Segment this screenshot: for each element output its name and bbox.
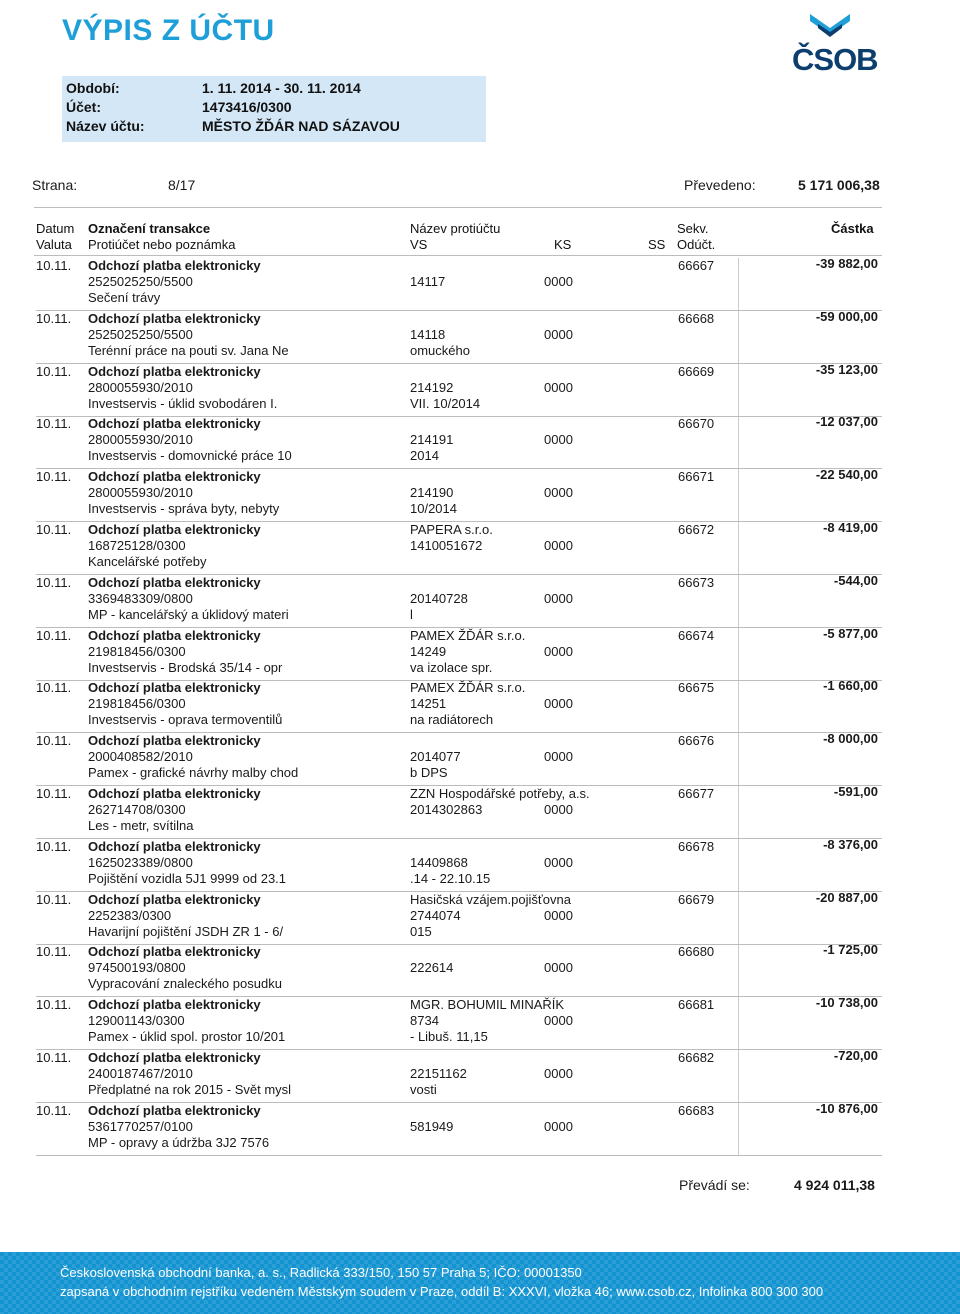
account-name-label: Název účtu: (66, 118, 145, 134)
page-label: Strana: (32, 177, 78, 193)
page-number: 8/17 (168, 177, 196, 193)
col-header-valuta: Valuta (36, 237, 72, 252)
counter-account: 974500193/0800 (88, 960, 186, 976)
counter-account: 2000408582/2010 (88, 749, 193, 765)
constant-symbol: 0000 (544, 590, 573, 606)
constant-symbol: 0000 (544, 907, 573, 923)
transaction-type: Odchozí platba elektronicky (88, 522, 261, 537)
transaction-note: Pamex - grafické návrhy malby chod (88, 765, 299, 781)
variable-symbol: 581949 (410, 1118, 454, 1134)
logo-mark-icon (788, 12, 888, 46)
transaction-type: Odchozí platba elektronicky (88, 786, 261, 801)
col-header-vs: VS (410, 237, 428, 252)
transaction-date: 10.11. (36, 786, 72, 801)
table-row (36, 572, 882, 628)
col-header-datum: Datum (36, 221, 75, 236)
transaction-amount: -22 540,00 (815, 467, 878, 483)
transaction-type: Odchozí platba elektronicky (88, 627, 261, 643)
table-row (36, 889, 882, 945)
variable-symbol: 222614 (410, 960, 454, 976)
counter-account-name: ZZN Hospodářské potřeby, a.s. (410, 786, 590, 801)
transaction-date: 10.11. (36, 1102, 72, 1118)
col-header-oducet: Odúčt. (677, 237, 716, 252)
counter-account: 129001143/0300 (88, 1013, 185, 1029)
table-row (36, 786, 882, 839)
transaction-date: 10.11. (36, 944, 72, 960)
note-continuation: omuckého (410, 342, 470, 358)
transaction-note: MP - kancelářský a úklidový materi (88, 606, 289, 622)
transaction-note: Sečení trávy (88, 290, 161, 305)
sequence-number: 66683 (678, 1102, 715, 1118)
transaction-date: 10.11. (36, 891, 72, 907)
table-row (36, 469, 882, 522)
counter-account: 2252383/0300 (88, 907, 172, 923)
transaction-note: Investservis - úklid svobodáren I. (88, 395, 278, 411)
transaction-amount: -544,00 (833, 572, 878, 588)
transaction-amount: -20 887,00 (815, 889, 878, 905)
transaction-type: Odchozí platba elektronicky (88, 469, 261, 485)
table-row (36, 836, 882, 892)
transaction-amount: -8 419,00 (823, 520, 878, 535)
counter-account: 1625023389/0800 (88, 854, 193, 870)
note-continuation: 10/2014 (410, 501, 457, 517)
transaction-note: Kancelářské potřeby (88, 554, 207, 569)
constant-symbol: 0000 (544, 854, 573, 870)
transaction-date: 10.11. (36, 997, 72, 1013)
transaction-type: Odchozí platba elektronicky (88, 838, 261, 854)
constant-symbol: 0000 (544, 696, 573, 712)
variable-symbol: 2744074 (410, 907, 461, 923)
transaction-type: Odchozí platba elektronicky (88, 416, 261, 432)
constant-symbol: 0000 (544, 538, 573, 553)
note-continuation: - Libuš. 11,15 (410, 1029, 488, 1045)
note-continuation: .14 - 22.10.15 (410, 870, 491, 886)
transaction-type: Odchozí platba elektronicky (88, 310, 261, 326)
constant-symbol: 0000 (544, 1013, 573, 1029)
table-row (36, 680, 882, 733)
sequence-number: 66677 (678, 786, 715, 801)
table-row (36, 625, 882, 681)
account-label: Účet: (66, 99, 102, 115)
col-header-protiucet: Protiúčet nebo poznámka (88, 237, 236, 252)
counter-account-name: MGR. BOHUMIL MINAŘÍK (410, 997, 565, 1013)
note-continuation: b DPS (410, 765, 448, 781)
transaction-note: Investservis - domovnické práce 10 (88, 448, 292, 464)
transaction-date: 10.11. (36, 574, 72, 590)
sequence-number: 66675 (678, 680, 715, 696)
col-header-sekv: Sekv. (677, 221, 709, 236)
counter-account: 5361770257/0100 (88, 1118, 193, 1134)
transaction-amount: -1 725,00 (823, 942, 878, 958)
note-continuation: va izolace spr. (410, 659, 493, 675)
variable-symbol: 214190 (410, 485, 454, 501)
sequence-number: 66672 (678, 522, 715, 537)
bank-footer (0, 1252, 960, 1314)
transaction-note: Pamex - úklid spol. prostor 10/201 (88, 1029, 286, 1045)
transaction-amount: -12 037,00 (815, 414, 878, 430)
transaction-type: Odchozí platba elektronicky (88, 997, 261, 1013)
transaction-type: Odchozí platba elektronicky (88, 891, 261, 907)
col-header-ss: SS (648, 237, 666, 252)
transaction-note: Investservis - Brodská 35/14 - opr (88, 659, 283, 675)
sequence-number: 66671 (678, 469, 715, 485)
transaction-amount: -39 882,00 (815, 256, 878, 271)
header-bottom-divider (34, 255, 882, 256)
variable-symbol: 14118 (410, 326, 446, 342)
table-row (36, 258, 882, 311)
carried-forward-value: 5 171 006,38 (798, 177, 880, 193)
counter-account: 2400187467/2010 (88, 1066, 193, 1081)
constant-symbol: 0000 (544, 960, 573, 976)
variable-symbol: 14117 (410, 274, 446, 289)
note-continuation: l (410, 606, 413, 622)
sequence-number: 66678 (678, 838, 715, 854)
sequence-number: 66670 (678, 416, 715, 432)
transaction-note: Vypracování znaleckého posudku (88, 976, 282, 992)
counter-account: 2525025250/5500 (88, 326, 193, 342)
transaction-type: Odchozí platba elektronicky (88, 944, 261, 960)
variable-symbol: 214192 (410, 379, 454, 395)
account-value: 1473416/0300 (202, 99, 292, 115)
constant-symbol: 0000 (544, 485, 573, 501)
counter-account-name: PAPERA s.r.o. (410, 522, 493, 537)
transaction-amount: -8 376,00 (823, 836, 878, 852)
transaction-note: Pojištění vozidla 5J1 9999 od 23.1 (88, 870, 287, 886)
transaction-date: 10.11. (36, 363, 72, 379)
transaction-note: Investservis - správa byty, nebyty (88, 501, 280, 517)
sequence-number: 66676 (678, 733, 715, 749)
counter-account: 219818456/0300 (88, 643, 186, 659)
counter-account: 219818456/0300 (88, 696, 186, 712)
table-row (36, 522, 882, 575)
constant-symbol: 0000 (544, 326, 573, 342)
sequence-number: 66682 (678, 1050, 715, 1065)
variable-symbol: 20140728 (410, 590, 468, 606)
col-header-castka: Částka (831, 221, 874, 236)
transaction-note: Les - metr, svítilna (88, 818, 194, 833)
counter-account: 2800055930/2010 (88, 432, 193, 448)
counter-account-name: Hasičská vzájem.pojišťovna (410, 891, 571, 907)
table-row (36, 1050, 882, 1103)
logo-wordmark: ČSOB (792, 42, 878, 77)
variable-symbol: 14251 (410, 696, 447, 712)
col-header-nazev: Název protiúčtu (410, 221, 501, 236)
variable-symbol: 2014077 (410, 749, 461, 765)
table-row (36, 361, 882, 417)
transaction-type: Odchozí platba elektronicky (88, 733, 261, 749)
sequence-number: 66669 (678, 363, 715, 379)
transaction-type: Odchozí platba elektronicky (88, 1050, 261, 1065)
sequence-number: 66668 (678, 310, 715, 326)
transaction-amount: -10 738,00 (815, 995, 878, 1011)
counter-account: 168725128/0300 (88, 538, 186, 553)
transaction-amount: -59 000,00 (815, 308, 878, 324)
counter-account: 2525025250/5500 (88, 274, 193, 289)
note-continuation: 2014 (410, 448, 439, 464)
transaction-date: 10.11. (36, 469, 72, 485)
variable-symbol: 14249 (410, 643, 447, 659)
constant-symbol: 0000 (544, 749, 573, 765)
transaction-note: Terénní práce na pouti sv. Jana Ne (88, 342, 289, 358)
transaction-amount: -10 876,00 (815, 1100, 878, 1116)
transfer-label: Převádí se: (679, 1177, 750, 1193)
transaction-date: 10.11. (36, 627, 72, 643)
counter-account: 2800055930/2010 (88, 485, 193, 501)
note-continuation: 015 (410, 923, 432, 939)
counter-account-name: PAMEX ŽĎÁR s.r.o. (410, 680, 526, 696)
table-row (36, 1100, 882, 1156)
table-row (36, 733, 882, 786)
footer-address: Československá obchodní banka, a. s., Radlická 333/150, 150 57 Praha 5; IČO: 00001350 (60, 1265, 582, 1280)
sequence-number: 66679 (678, 891, 715, 907)
sequence-number: 66667 (678, 258, 715, 273)
col-header-ks: KS (554, 237, 572, 252)
constant-symbol: 0000 (544, 1118, 573, 1134)
transaction-amount: -1 660,00 (823, 678, 878, 694)
constant-symbol: 0000 (544, 1066, 573, 1081)
table-row (36, 416, 882, 469)
table-row (36, 308, 882, 364)
csob-logo (788, 12, 888, 78)
account-row (66, 99, 486, 118)
variable-symbol: 2014302863 (410, 802, 483, 817)
account-name-row (66, 118, 486, 137)
sequence-number: 66674 (678, 627, 715, 643)
carried-forward-label: Převedeno: (684, 177, 756, 193)
transaction-amount: -35 123,00 (815, 361, 878, 377)
table-row (36, 997, 882, 1050)
transaction-date: 10.11. (36, 838, 72, 854)
transaction-amount: -591,00 (833, 784, 878, 799)
transaction-note: Předplatné na rok 2015 - Svět mysl (88, 1082, 292, 1097)
constant-symbol: 0000 (544, 643, 573, 659)
constant-symbol: 0000 (544, 802, 573, 817)
sequence-number: 66673 (678, 574, 715, 590)
counter-account-name: PAMEX ŽĎÁR s.r.o. (410, 627, 526, 643)
header-top-divider (34, 207, 882, 208)
transaction-date: 10.11. (36, 1050, 72, 1065)
note-continuation: vosti (410, 1082, 437, 1097)
footer-registration: zapsaná v obchodním rejstříku vedeném Městským soudem v Praze, oddíl B: XXXVI, vložka 46; www.csob.cz, Infolinka 800 300 300 (60, 1284, 824, 1299)
note-continuation: na radiátorech (410, 712, 494, 728)
counter-account: 3369483309/0800 (88, 590, 193, 606)
transaction-date: 10.11. (36, 310, 72, 326)
transaction-note: Investservis - oprava termoventilů (88, 712, 283, 728)
constant-symbol: 0000 (544, 274, 573, 289)
constant-symbol: 0000 (544, 379, 573, 395)
counter-account: 2800055930/2010 (88, 379, 193, 395)
variable-symbol: 1410051672 (410, 538, 483, 553)
variable-symbol: 8734 (410, 1013, 439, 1029)
transaction-date: 10.11. (36, 680, 72, 696)
period-row (66, 80, 486, 99)
transaction-amount: -5 877,00 (823, 625, 878, 641)
transaction-type: Odchozí platba elektronicky (88, 680, 261, 696)
transaction-date: 10.11. (36, 258, 72, 273)
transaction-amount: -720,00 (833, 1048, 878, 1063)
transaction-type: Odchozí platba elektronicky (88, 363, 261, 379)
account-info-box (62, 76, 486, 142)
sequence-number: 66680 (678, 944, 715, 960)
transaction-amount: -8 000,00 (823, 731, 878, 747)
period-value: 1. 11. 2014 - 30. 11. 2014 (202, 80, 361, 96)
col-header-oznaceni: Označení transakce (88, 221, 211, 236)
transaction-note: Havarijní pojištění JSDH ZR 1 - 6/ (88, 923, 284, 939)
transaction-date: 10.11. (36, 522, 72, 537)
note-continuation: VII. 10/2014 (410, 395, 481, 411)
statement-title: VÝPIS Z ÚČTU (62, 14, 275, 47)
period-label: Období: (66, 80, 120, 96)
transaction-date: 10.11. (36, 733, 72, 749)
transfer-value: 4 924 011,38 (794, 1177, 875, 1193)
transaction-note: MP - opravy a údržba 3J2 7576 (88, 1134, 270, 1150)
transaction-date: 10.11. (36, 416, 72, 432)
variable-symbol: 214191 (410, 432, 454, 448)
table-row (36, 944, 882, 997)
variable-symbol: 22151162 (410, 1066, 467, 1081)
constant-symbol: 0000 (544, 432, 573, 448)
transaction-type: Odchozí platba elektronicky (88, 574, 261, 590)
variable-symbol: 14409868 (410, 854, 468, 870)
sequence-number: 66681 (678, 997, 715, 1013)
counter-account: 262714708/0300 (88, 802, 186, 817)
account-name-value: MĚSTO ŽĎÁR NAD SÁZAVOU (202, 118, 400, 134)
transaction-type: Odchozí platba elektronicky (88, 258, 261, 273)
transaction-type: Odchozí platba elektronicky (88, 1102, 261, 1118)
